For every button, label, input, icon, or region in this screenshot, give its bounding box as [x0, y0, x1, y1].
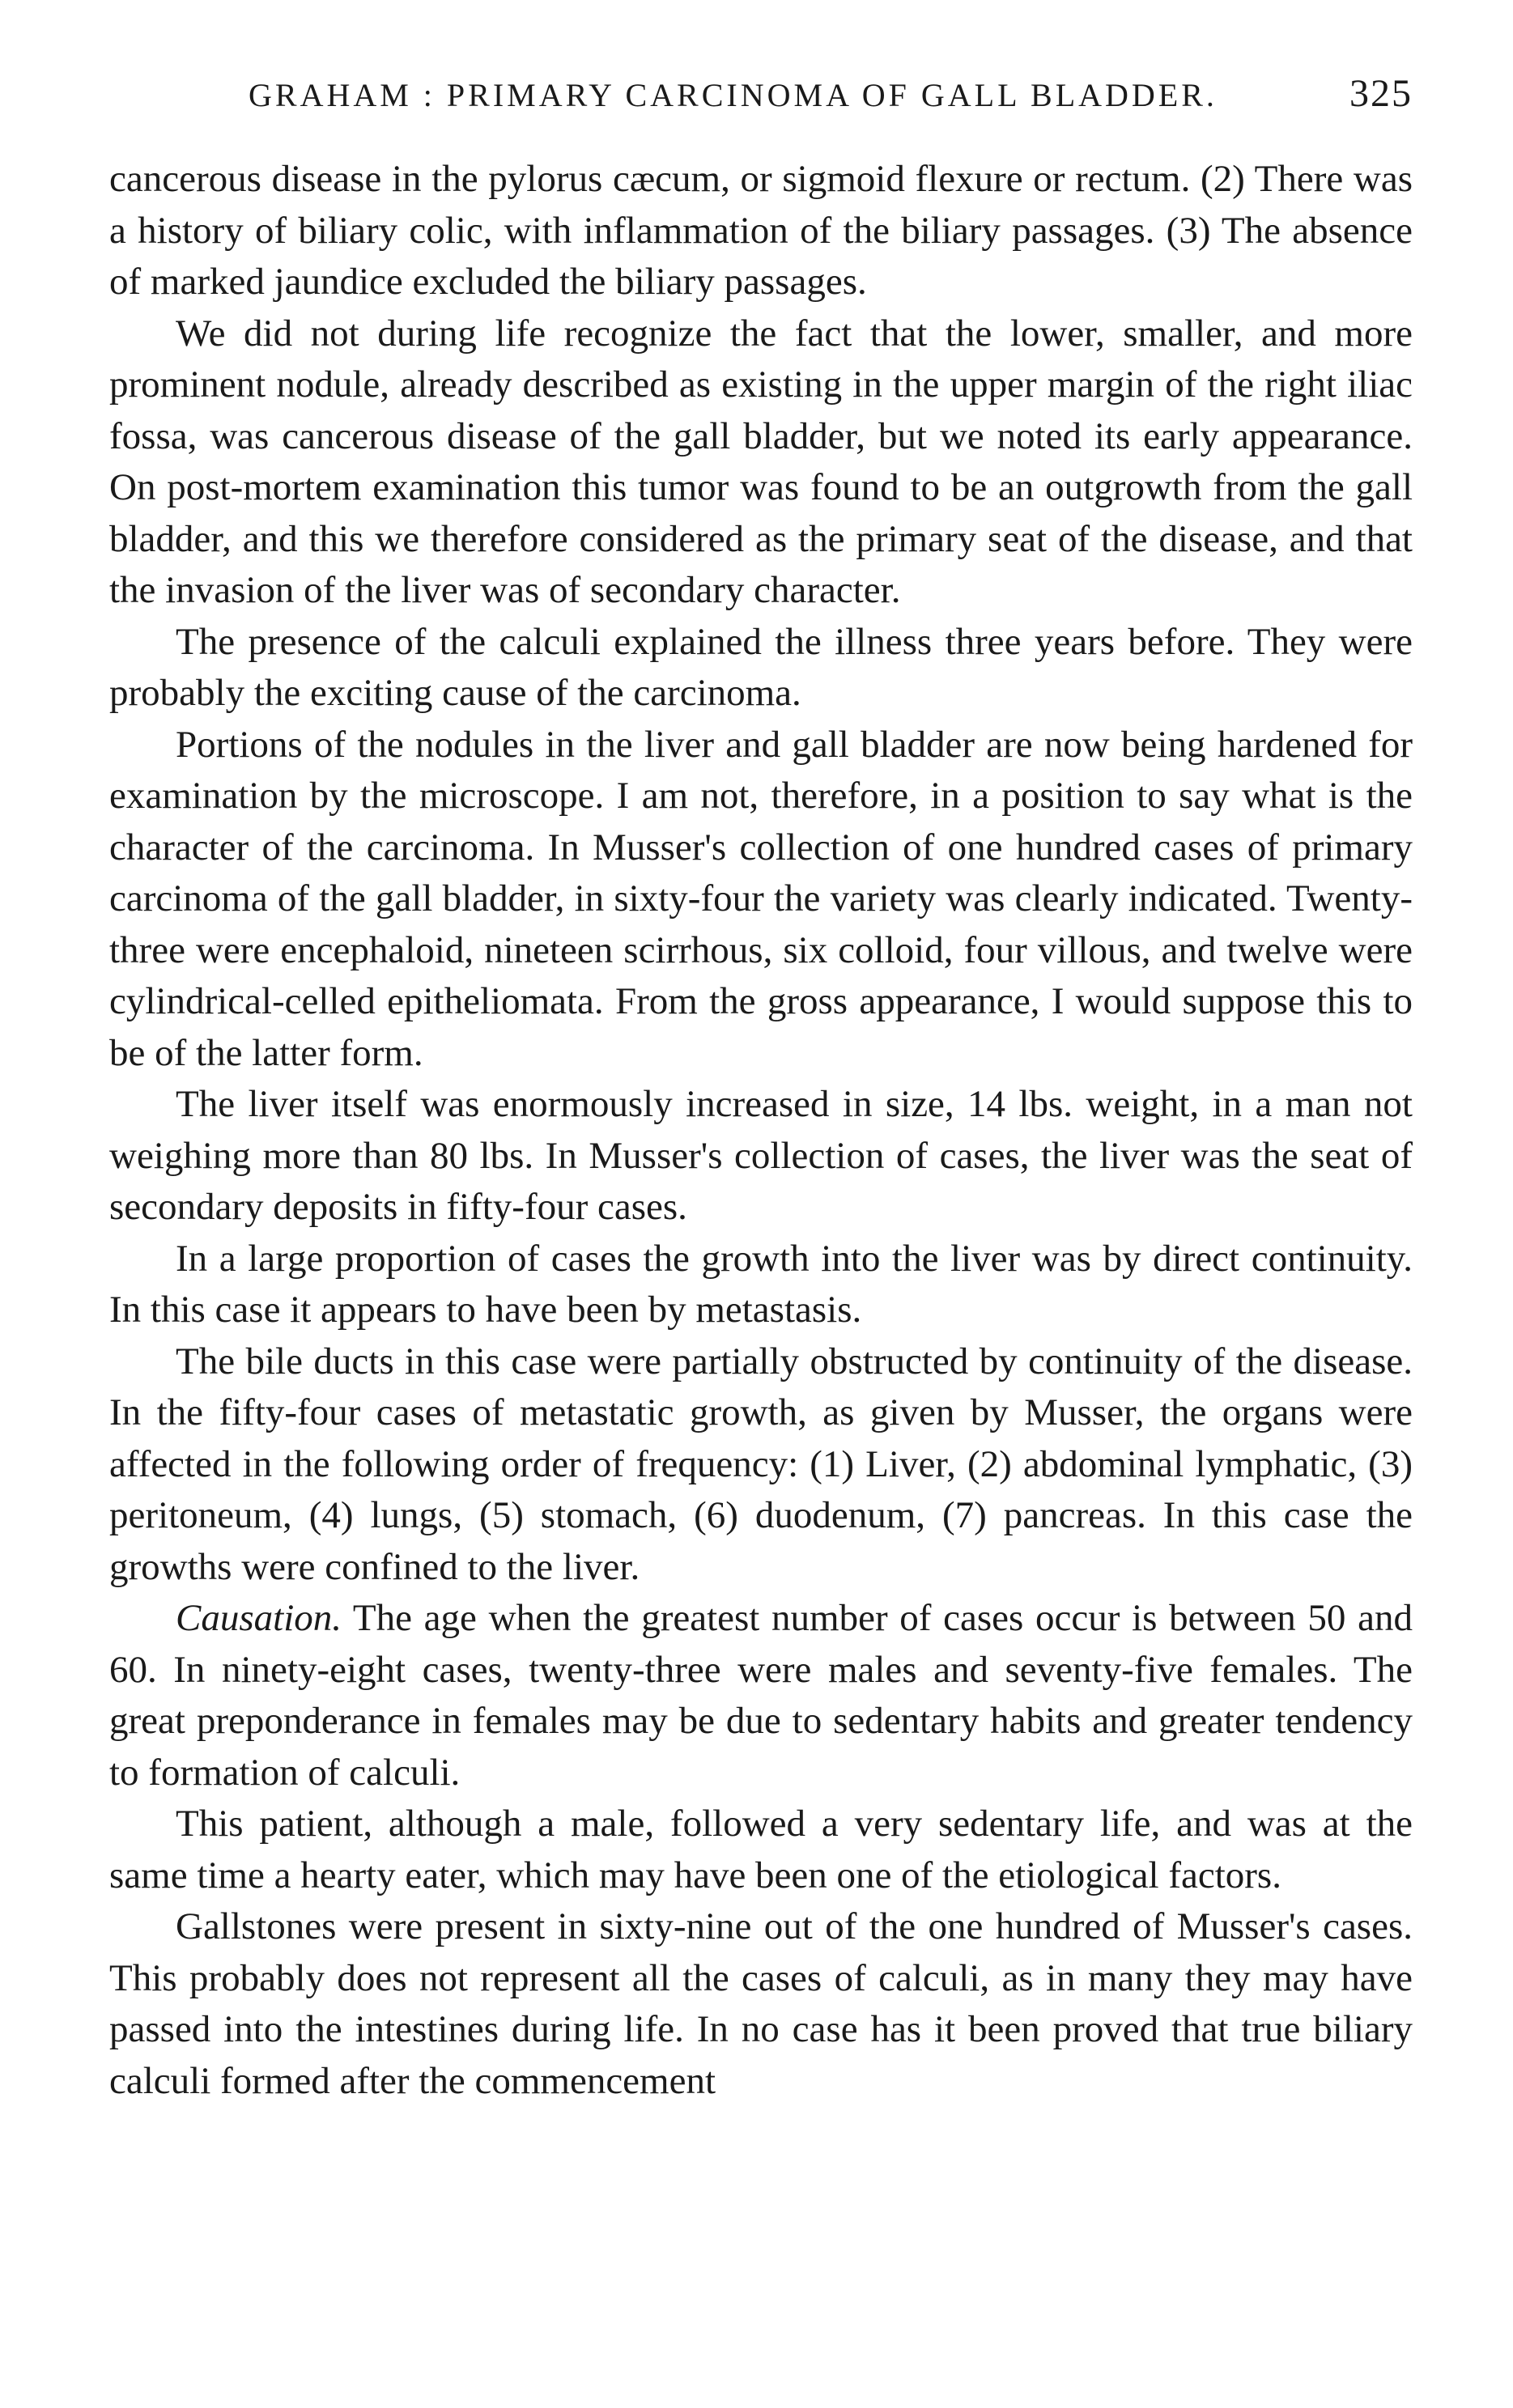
paragraph-causation — [109, 1593, 1413, 1799]
paragraph-9: This patient, although a male, followed a very sedentary life, and was at the same time a hearty eater, which may have been one of the etiological factors. — [109, 1803, 1413, 1896]
paragraph-10: Gallstones were present in sixty-nine out of the one hundred of Musser's cases. This probably does not represent all the cases of calculi, as in many they may have passed into the intestines during life. In no case has it been proved that true biliary calculi formed after the commencement — [109, 1905, 1413, 2102]
causation-text: The age when the greatest number of cases occur is between 50 and 60. In ninety-eight cases, twenty-three were males and seventy-five females. The great preponderance in females may be due to sedentary habits and greater tendency to formation of calculi. — [109, 1597, 1413, 1794]
paragraph-5: The liver itself was enormously increased in size, 14 lbs. weight, in a man not weighing more than 80 lbs. In Musser's collection of cases, the liver was the seat of secondary deposits in fifty-four cases. — [109, 1083, 1413, 1228]
paragraph-2: We did not during life recognize the fact that the lower, smaller, and more prominent nodule, already described as existing in the upper margin of the right iliac fossa, was cancerous disease of the gall bladder, but we noted its early appearance. On post-mortem examination this tumor was found to be an outgrowth from the gall bladder, and this we therefore considered as the primary seat of the disease, and that the invasion of the liver was of secondary character. — [109, 312, 1413, 611]
page-number: 325 — [1349, 72, 1413, 115]
paragraph-7: The bile ducts in this case were partially obstructed by continuity of the disease. In the fifty-four cases of metastatic growth, as given by Musser, the organs were affected in the following order of frequency: (1) Liver, (2) abdominal lymphatic, (3) peritoneum, (4) lungs, (5) stomach, (6) duodenum, (7) pancreas. In this case the growths were confined to the liver. — [109, 1340, 1413, 1588]
body-text — [109, 154, 1413, 2107]
paragraph-6: In a large proportion of cases the growth into the liver was by direct continuity. In this case it appears to have been by metastasis. — [109, 1237, 1413, 1331]
running-title: GRAHAM : PRIMARY CARCINOMA OF GALL BLADDER. — [249, 77, 1218, 113]
running-head — [109, 71, 1413, 128]
paragraph-4: Portions of the nodules in the liver and gall bladder are now being hardened for examination by the microscope. I am not, therefore, in a position to say what is the character of the carcinoma. In Musser's collection of one hundred cases of primary carcinoma of the gall bladder, in sixty-four the variety was clearly indicated. Twenty-three were encephaloid, nineteen scirrhous, six colloid, four villous, and twelve were cylindrical-celled epitheliomata. From the gross appearance, I would suppose this to be of the latter form. — [109, 723, 1413, 1074]
paragraph-3: The presence of the calculi explained the illness three years before. They were probably the exciting cause of the carcinoma. — [109, 620, 1413, 714]
paragraph-1: cancerous disease in the pylorus cæcum, or sigmoid flexure or rectum. (2) There was a history of biliary colic, with inflammation of the biliary passages. (3) The absence of marked jaundice excluded the biliary passages. — [109, 158, 1413, 303]
causation-heading: Causation. — [176, 1597, 342, 1639]
